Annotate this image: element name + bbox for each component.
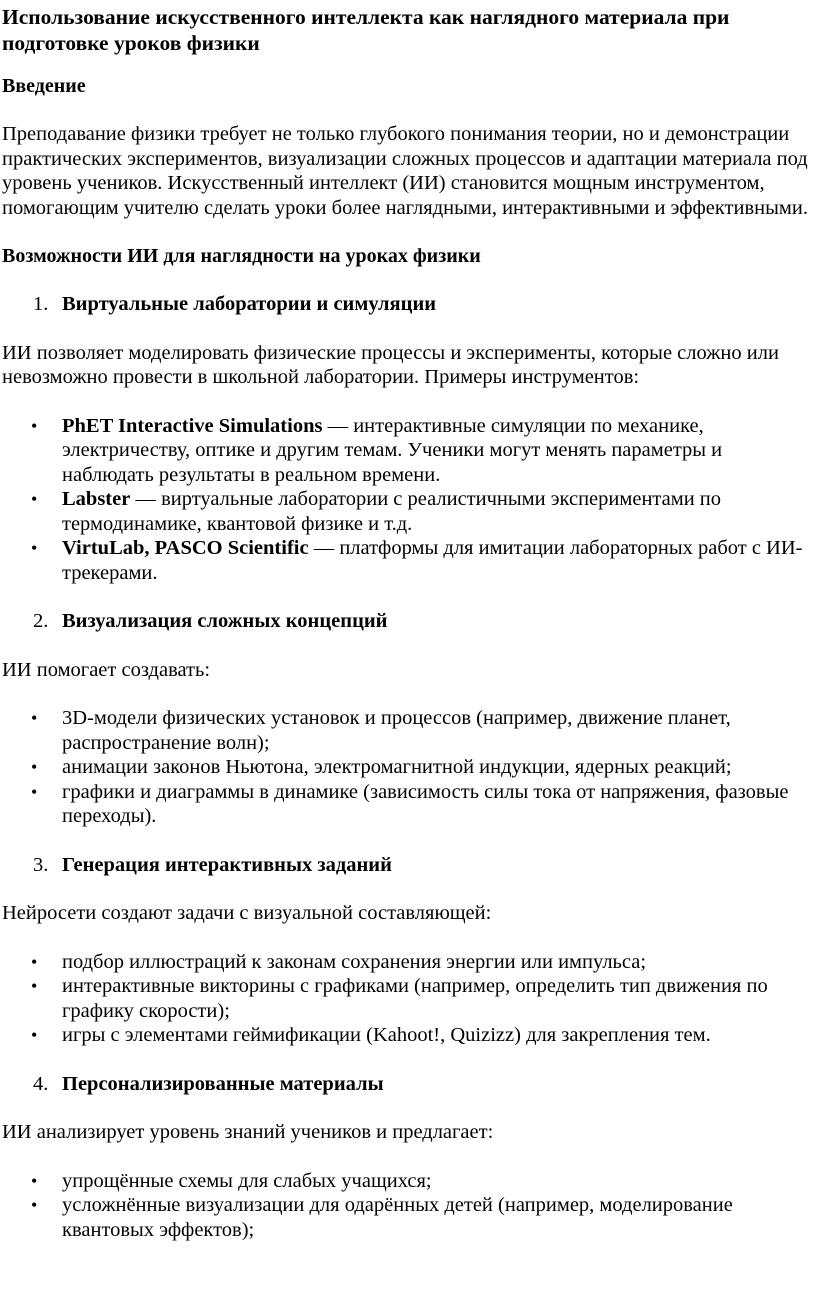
numbered-heading-title: Генерация интерактивных заданий: [62, 853, 392, 876]
section-heading: Возможности ИИ для наглядности на уроках физики: [2, 245, 481, 267]
list-item-text: графики и диаграммы в динамике (зависимость силы тока от напряжения, фазовые переходы).: [62, 780, 789, 827]
list-number: 3.: [33, 853, 49, 876]
tool-description: — виртуальные лаборатории с реалистичными экспериментами по термодинамике, квантовой физике и т.д.: [62, 488, 722, 535]
list-number: 4.: [33, 1072, 49, 1095]
bullet-icon: •: [31, 781, 38, 802]
list-item: [2, 1169, 814, 1194]
numbered-heading-2: [2, 609, 814, 634]
list-item: [2, 1193, 814, 1242]
list-item-text: усложнённые визуализации для одарённых детей (например, моделирование квантовых эффектов);: [62, 1194, 733, 1241]
section-1-intro: ИИ позволяет моделировать физические процессы и эксперименты, которые сложно или невозможно провести в школьной лаборатории. Примеры инструментов:: [2, 341, 779, 388]
list-item: [2, 755, 814, 780]
section-2-list: [2, 706, 814, 829]
list-item-text: подбор иллюстраций к законам сохранения энергии или импульса;: [62, 950, 647, 973]
section-3-intro: Нейросети создают задачи с визуальной составляющей:: [2, 902, 492, 924]
section-2-intro: ИИ помогает создавать:: [2, 658, 211, 681]
list-number: 2.: [33, 610, 49, 632]
list-item: [2, 706, 814, 755]
intro-paragraph: Преподавание физики требует не только глубокого понимания теории, но и демонстрации практических экспериментов, визуализации сложных процессов и адаптации материала под уровень учеников. Искусственный интеллект (ИИ) становится мощным инструментом, помогающим учителю сделать уроки более наглядными, интерактивными и эффективными.: [2, 123, 808, 219]
numbered-heading-1: [2, 292, 814, 317]
tool-name: Labster: [62, 488, 131, 510]
bullet-icon: •: [31, 1025, 38, 1045]
bullet-icon: •: [31, 976, 38, 996]
list-item: [2, 1023, 814, 1048]
list-number: 1.: [33, 293, 49, 315]
numbered-heading-3: [2, 853, 814, 878]
bullet-icon: •: [31, 538, 38, 558]
intro-heading: Введение: [2, 75, 86, 97]
list-item-text: анимации законов Ньютона, электромагнитной индукции, ядерных реакций;: [62, 756, 732, 778]
document-title: Использование искусственного интеллекта как наглядного материала при подготовке уроков физики: [2, 5, 730, 55]
tool-description: — интерактивные симуляции по механике, электричеству, оптике и другим темам. Ученики могут менять параметры и наблюдать результаты в реальном времени.: [62, 414, 723, 486]
list-item-text: 3D-модели физических установок и процессов (например, движение планет, распространение волн);: [62, 707, 731, 754]
bullet-icon: •: [31, 708, 38, 728]
bullet-icon: •: [31, 415, 38, 436]
list-item: [2, 536, 814, 585]
tool-name: VirtuLab, PASCO Scientific: [62, 537, 309, 559]
numbered-heading-title: Персонализированные материалы: [62, 1072, 384, 1095]
list-item: [2, 780, 814, 829]
section-4-list: [2, 1169, 814, 1243]
bullet-icon: •: [31, 1170, 38, 1191]
section-4-intro: ИИ анализирует уровень знаний учеников и предлагает:: [2, 1121, 494, 1143]
section-1-list: [2, 414, 814, 586]
numbered-heading-4: [2, 1072, 814, 1097]
tool-description: — платформы для имитации лабораторных работ с ИИ-трекерами.: [62, 537, 803, 584]
bullet-icon: •: [31, 951, 38, 972]
list-item-text: интерактивные викторины с графиками (например, определить тип движения по графику скорости);: [62, 975, 768, 1022]
bullet-icon: •: [31, 1195, 38, 1215]
section-3-list: [2, 950, 814, 1048]
list-item: [2, 950, 814, 975]
list-item: [2, 414, 814, 488]
list-item-text: упрощённые схемы для слабых учащихся;: [62, 1169, 432, 1192]
tool-name: PhET Interactive Simulations: [62, 414, 323, 437]
numbered-heading-title: Виртуальные лаборатории и симуляции: [62, 293, 437, 315]
list-item: [2, 487, 814, 536]
numbered-heading-title: Визуализация сложных концепций: [62, 610, 388, 632]
bullet-icon: •: [31, 489, 38, 509]
bullet-icon: •: [31, 757, 38, 777]
list-item-text: игры с элементами геймификации (Kahoot!, Quizizz) для закрепления тем.: [62, 1024, 711, 1046]
list-item: [2, 974, 814, 1023]
